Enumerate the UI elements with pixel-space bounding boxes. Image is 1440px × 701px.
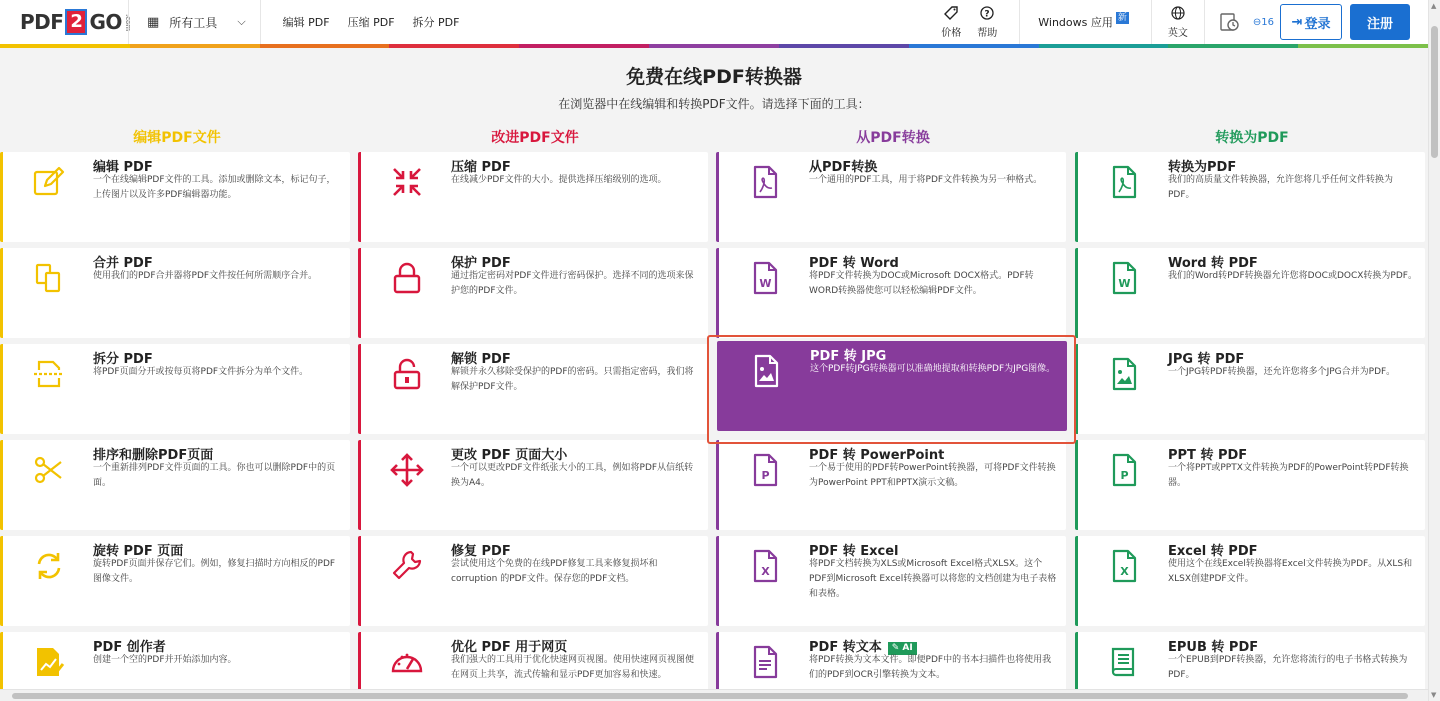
excel-file-icon xyxy=(745,546,785,586)
login-button[interactable] xyxy=(1280,4,1342,40)
stripe-segment xyxy=(649,44,779,48)
tool-name: 保护 PDF xyxy=(451,256,511,271)
column-heading: 转换为PDF xyxy=(1215,130,1289,146)
ppt-file-icon xyxy=(745,450,785,490)
svg-text:W: W xyxy=(1118,277,1131,290)
selection-highlight xyxy=(707,335,1076,444)
split-icon xyxy=(29,354,69,394)
tool-description: 我们的Word转PDF转换器允许您将DOC或DOCX转换为PDF。 xyxy=(1168,271,1417,281)
excel-file-icon xyxy=(1104,546,1144,586)
tag-icon xyxy=(944,6,958,23)
stripe-segment xyxy=(1298,44,1428,48)
tool-description: 尝试使用这个免费的在线PDF修复工具来修复损坏和corruption 的PDF文件。保存您的PDF文档。 xyxy=(451,559,658,584)
create-icon xyxy=(29,642,69,682)
tool-name: PDF 转 Word xyxy=(809,256,899,271)
tool-name: Excel 转 PDF xyxy=(1168,544,1258,559)
edit-icon xyxy=(29,162,69,202)
tool-description: 将PDF页面分开或按每页将PDF文件拆分为单个文件。 xyxy=(93,367,309,377)
tool-name: PDF 转 PowerPoint xyxy=(809,448,945,463)
unlock-icon xyxy=(387,354,427,394)
horizontal-scrollbar[interactable] xyxy=(0,689,1428,701)
tool-card[interactable] xyxy=(358,344,708,434)
image-file-icon xyxy=(1104,354,1144,394)
column-heading: 改进PDF文件 xyxy=(491,130,579,146)
top-navbar xyxy=(0,0,1428,44)
tool-description: 旋转PDF页面并保存它们。例如，修复扫描时方向相反的PDF图像文件。 xyxy=(93,559,336,584)
ai-badge: ✎ AI xyxy=(888,642,917,655)
resize-icon xyxy=(387,450,427,490)
tool-description: 将PDF转换为文本文件。即便PDF中的书本扫描件也将使用我们的PDF到OCR引擎转换为文本。 xyxy=(809,655,1052,680)
scissors-icon xyxy=(29,450,69,490)
login-label: 登录 xyxy=(1304,16,1331,32)
tool-name: PPT 转 PDF xyxy=(1168,448,1248,463)
tool-name: PDF 转文本 xyxy=(809,640,882,655)
all-tools-dropdown[interactable] xyxy=(129,0,260,44)
globe-icon xyxy=(1171,6,1185,23)
scrollbar-thumb[interactable] xyxy=(1431,26,1438,158)
logo-text-go: GO xyxy=(89,10,122,34)
page-subtitle: 在浏览器中在线编辑和转换PDF文件。请选择下面的工具： xyxy=(558,97,870,111)
tool-name: 排序和删除PDF页面 xyxy=(93,448,214,463)
pricing-button[interactable] xyxy=(933,0,969,44)
stripe-segment xyxy=(1039,44,1169,48)
lock-icon xyxy=(387,258,427,298)
tool-card[interactable] xyxy=(1075,248,1425,338)
nav-compress-pdf[interactable]: 压缩 PDF xyxy=(347,16,395,29)
stripe-segment xyxy=(0,44,130,48)
column-heading: 从PDF转换 xyxy=(856,130,930,146)
tool-card[interactable] xyxy=(358,248,708,338)
tool-card[interactable] xyxy=(0,440,350,530)
tool-description: 一个在线编辑PDF文件的工具。添加或删除文本，标记句子，上传图片以及许多PDF编辑器功能。 xyxy=(93,175,336,200)
tool-description: 一个重新排列PDF文件页面的工具。你也可以删除PDF中的页面。 xyxy=(93,463,336,488)
windows-app-link[interactable] xyxy=(1020,0,1151,44)
tool-description: 使用这个在线Excel转换器将Excel文件转换为PDF。从XLS和XLSX创建PDF文件。 xyxy=(1168,559,1413,584)
tool-description: 一个JPG转PDF转换器，还允许您将多个JPG合并为PDF。 xyxy=(1168,367,1396,377)
svg-text:P: P xyxy=(1120,469,1129,482)
tool-name: 编辑 PDF xyxy=(93,160,153,175)
tool-name: 修复 PDF xyxy=(451,544,511,559)
tool-description: 一个通用的PDF工具，用于将PDF文件转换为另一种格式。 xyxy=(809,175,1043,185)
tool-card[interactable] xyxy=(716,440,1066,530)
svg-text:P: P xyxy=(761,469,770,482)
nav-edit-pdf[interactable]: 编辑 PDF xyxy=(282,16,330,29)
nav-split-pdf[interactable]: 拆分 PDF xyxy=(412,16,460,29)
text-file-icon xyxy=(745,642,785,682)
merge-icon xyxy=(29,258,69,298)
stripe-segment xyxy=(909,44,1039,48)
tool-name: 拆分 PDF xyxy=(93,352,153,367)
credits-value: 16 xyxy=(1261,16,1274,28)
tool-name: 压缩 PDF xyxy=(451,160,511,175)
svg-text:X: X xyxy=(761,565,770,578)
tool-description: 一个EPUB到PDF转换器，允许您将流行的电子书格式转换为PDF。 xyxy=(1168,655,1408,680)
tool-name: EPUB 转 PDF xyxy=(1168,640,1259,655)
speedometer-icon xyxy=(387,642,427,682)
stripe-segment xyxy=(779,44,909,48)
scrollbar-thumb[interactable] xyxy=(12,693,1408,699)
tool-card[interactable] xyxy=(716,152,1066,242)
tool-card[interactable] xyxy=(0,344,350,434)
ppt-file-icon xyxy=(1104,450,1144,490)
rotate-icon xyxy=(29,546,69,586)
tool-description: 一个将PPT或PPTX文件转换为PDF的PowerPoint转PDF转换器。 xyxy=(1168,463,1409,488)
svg-text:W: W xyxy=(759,277,772,290)
stripe-segment xyxy=(519,44,649,48)
tool-card[interactable] xyxy=(716,536,1066,626)
tool-card[interactable] xyxy=(716,248,1066,338)
grid-icon: ▦ xyxy=(147,14,160,30)
tool-card[interactable] xyxy=(358,536,708,626)
tool-description: 将PDF文件转换为DOC或Microsoft DOCX格式。PDF转WORD转换器使您可以轻松编辑PDF文件。 xyxy=(809,271,1034,296)
history-clock-icon[interactable] xyxy=(1205,0,1253,44)
all-tools-label: 所有工具 xyxy=(169,15,218,30)
coin-icon: ⊖ xyxy=(1252,16,1262,28)
svg-text:?: ? xyxy=(984,9,990,19)
tool-name: PDF 转 Excel xyxy=(809,544,899,559)
tool-description: 将PDF文档转换为XLS或Microsoft Excel格式XLSX。这个PDF到Microsoft Excel转换器可以将您的文档创建为电子表格和表格。 xyxy=(809,559,1057,599)
compress-icon xyxy=(387,162,427,202)
tool-card[interactable] xyxy=(358,152,708,242)
help-label: 帮助 xyxy=(977,27,998,39)
tool-card[interactable] xyxy=(0,536,350,626)
tool-description: 我们强大的工具用于优化快速网页视图。使用快速网页视图便在网页上共享，流式传输和显示PDF更加容易和快速。 xyxy=(451,655,695,680)
tool-description: 一个可以更改PDF文件纸张大小的工具，例如将PDF从信纸转换为A4。 xyxy=(451,463,694,488)
tool-card[interactable] xyxy=(0,152,350,242)
tool-name: 转换为PDF xyxy=(1168,160,1237,175)
help-button[interactable] xyxy=(969,0,1005,44)
tool-name: 解锁 PDF xyxy=(451,352,511,367)
stripe-segment xyxy=(389,44,519,48)
book-icon xyxy=(1104,642,1144,682)
tool-description: 通过指定密码对PDF文件进行密码保护。选择不同的选项来保护您的PDF文件。 xyxy=(451,271,694,296)
tool-description: 一个易于使用的PDF转PowerPoint转换器，可将PDF文件转换为PowerPoint PPT和PPTX演示文稿。 xyxy=(809,463,1056,488)
sign-in-icon: ⇥ xyxy=(1291,14,1303,30)
language-selector[interactable] xyxy=(1152,0,1204,44)
tool-name: 旋转 PDF 页面 xyxy=(93,544,184,559)
tool-description: 解锁并永久移除受保护的PDF的密码。只需指定密码，我们将解保护PDF文件。 xyxy=(451,367,694,392)
windows-app-label: Windows 应用 xyxy=(1038,16,1113,29)
stripe-segment xyxy=(130,44,260,48)
color-stripe xyxy=(0,44,1428,48)
language-label: 英文 xyxy=(1167,27,1188,39)
tool-card[interactable] xyxy=(1075,344,1425,434)
tool-card[interactable] xyxy=(0,248,350,338)
tool-card[interactable] xyxy=(1075,440,1425,530)
credits-counter[interactable] xyxy=(1253,17,1280,28)
page-title: 免费在线PDF转换器 xyxy=(626,66,802,88)
tool-description: 我们的高质量文件转换器，允许您将几乎任何文件转换为PDF。 xyxy=(1168,175,1394,200)
new-badge: 新 xyxy=(1117,13,1127,23)
logo-text-2: 2 xyxy=(65,9,87,35)
vertical-scrollbar[interactable] xyxy=(1428,0,1440,701)
tool-name: 更改 PDF 页面大小 xyxy=(451,448,568,463)
tool-description: 使用我们的PDF合并器将PDF文件按任何所需顺序合并。 xyxy=(93,271,318,281)
word-file-icon xyxy=(745,258,785,298)
register-button[interactable]: 注册 xyxy=(1350,4,1410,40)
tool-card[interactable] xyxy=(1075,536,1425,626)
tool-name: 优化 PDF 用于网页 xyxy=(451,640,568,655)
pricing-label: 价格 xyxy=(941,27,962,39)
tool-name: PDF 转 JPG xyxy=(810,349,887,364)
scroll-up-arrow[interactable]: ▲ xyxy=(1431,2,1437,10)
tool-name: Word 转 PDF xyxy=(1168,256,1258,271)
tool-description: 在线减少PDF文件的大小。提供选择压缩级别的选项。 xyxy=(451,175,667,185)
tool-card[interactable] xyxy=(1075,152,1425,242)
tool-card[interactable] xyxy=(358,440,708,530)
pdf2go-logo[interactable] xyxy=(0,0,128,44)
scroll-down-arrow[interactable]: ▼ xyxy=(1431,691,1437,699)
stripe-segment xyxy=(260,44,390,48)
column-heading: 编辑PDF文件 xyxy=(133,130,221,146)
wrench-icon xyxy=(387,546,427,586)
tool-name: 合并 PDF xyxy=(93,256,153,271)
word-file-icon xyxy=(1104,258,1144,298)
pdf-file-icon xyxy=(1104,162,1144,202)
tool-name: JPG 转 PDF xyxy=(1168,352,1245,367)
stripe-segment xyxy=(1168,44,1298,48)
tool-name: 从PDF转换 xyxy=(809,160,878,175)
pdf-file-icon xyxy=(745,162,785,202)
logo-text-pdf: PDF xyxy=(20,10,64,34)
tool-description: 创建一个空的PDF并开始添加内容。 xyxy=(93,655,237,665)
question-icon xyxy=(980,6,994,23)
svg-text:X: X xyxy=(1120,565,1129,578)
tool-name: PDF 创作者 xyxy=(93,640,166,655)
chevron-down-icon: ⌵ xyxy=(237,15,246,28)
tool-description: 这个PDF转JPG转换器可以准确地提取和转换PDF为JPG图像。 xyxy=(810,364,1056,374)
